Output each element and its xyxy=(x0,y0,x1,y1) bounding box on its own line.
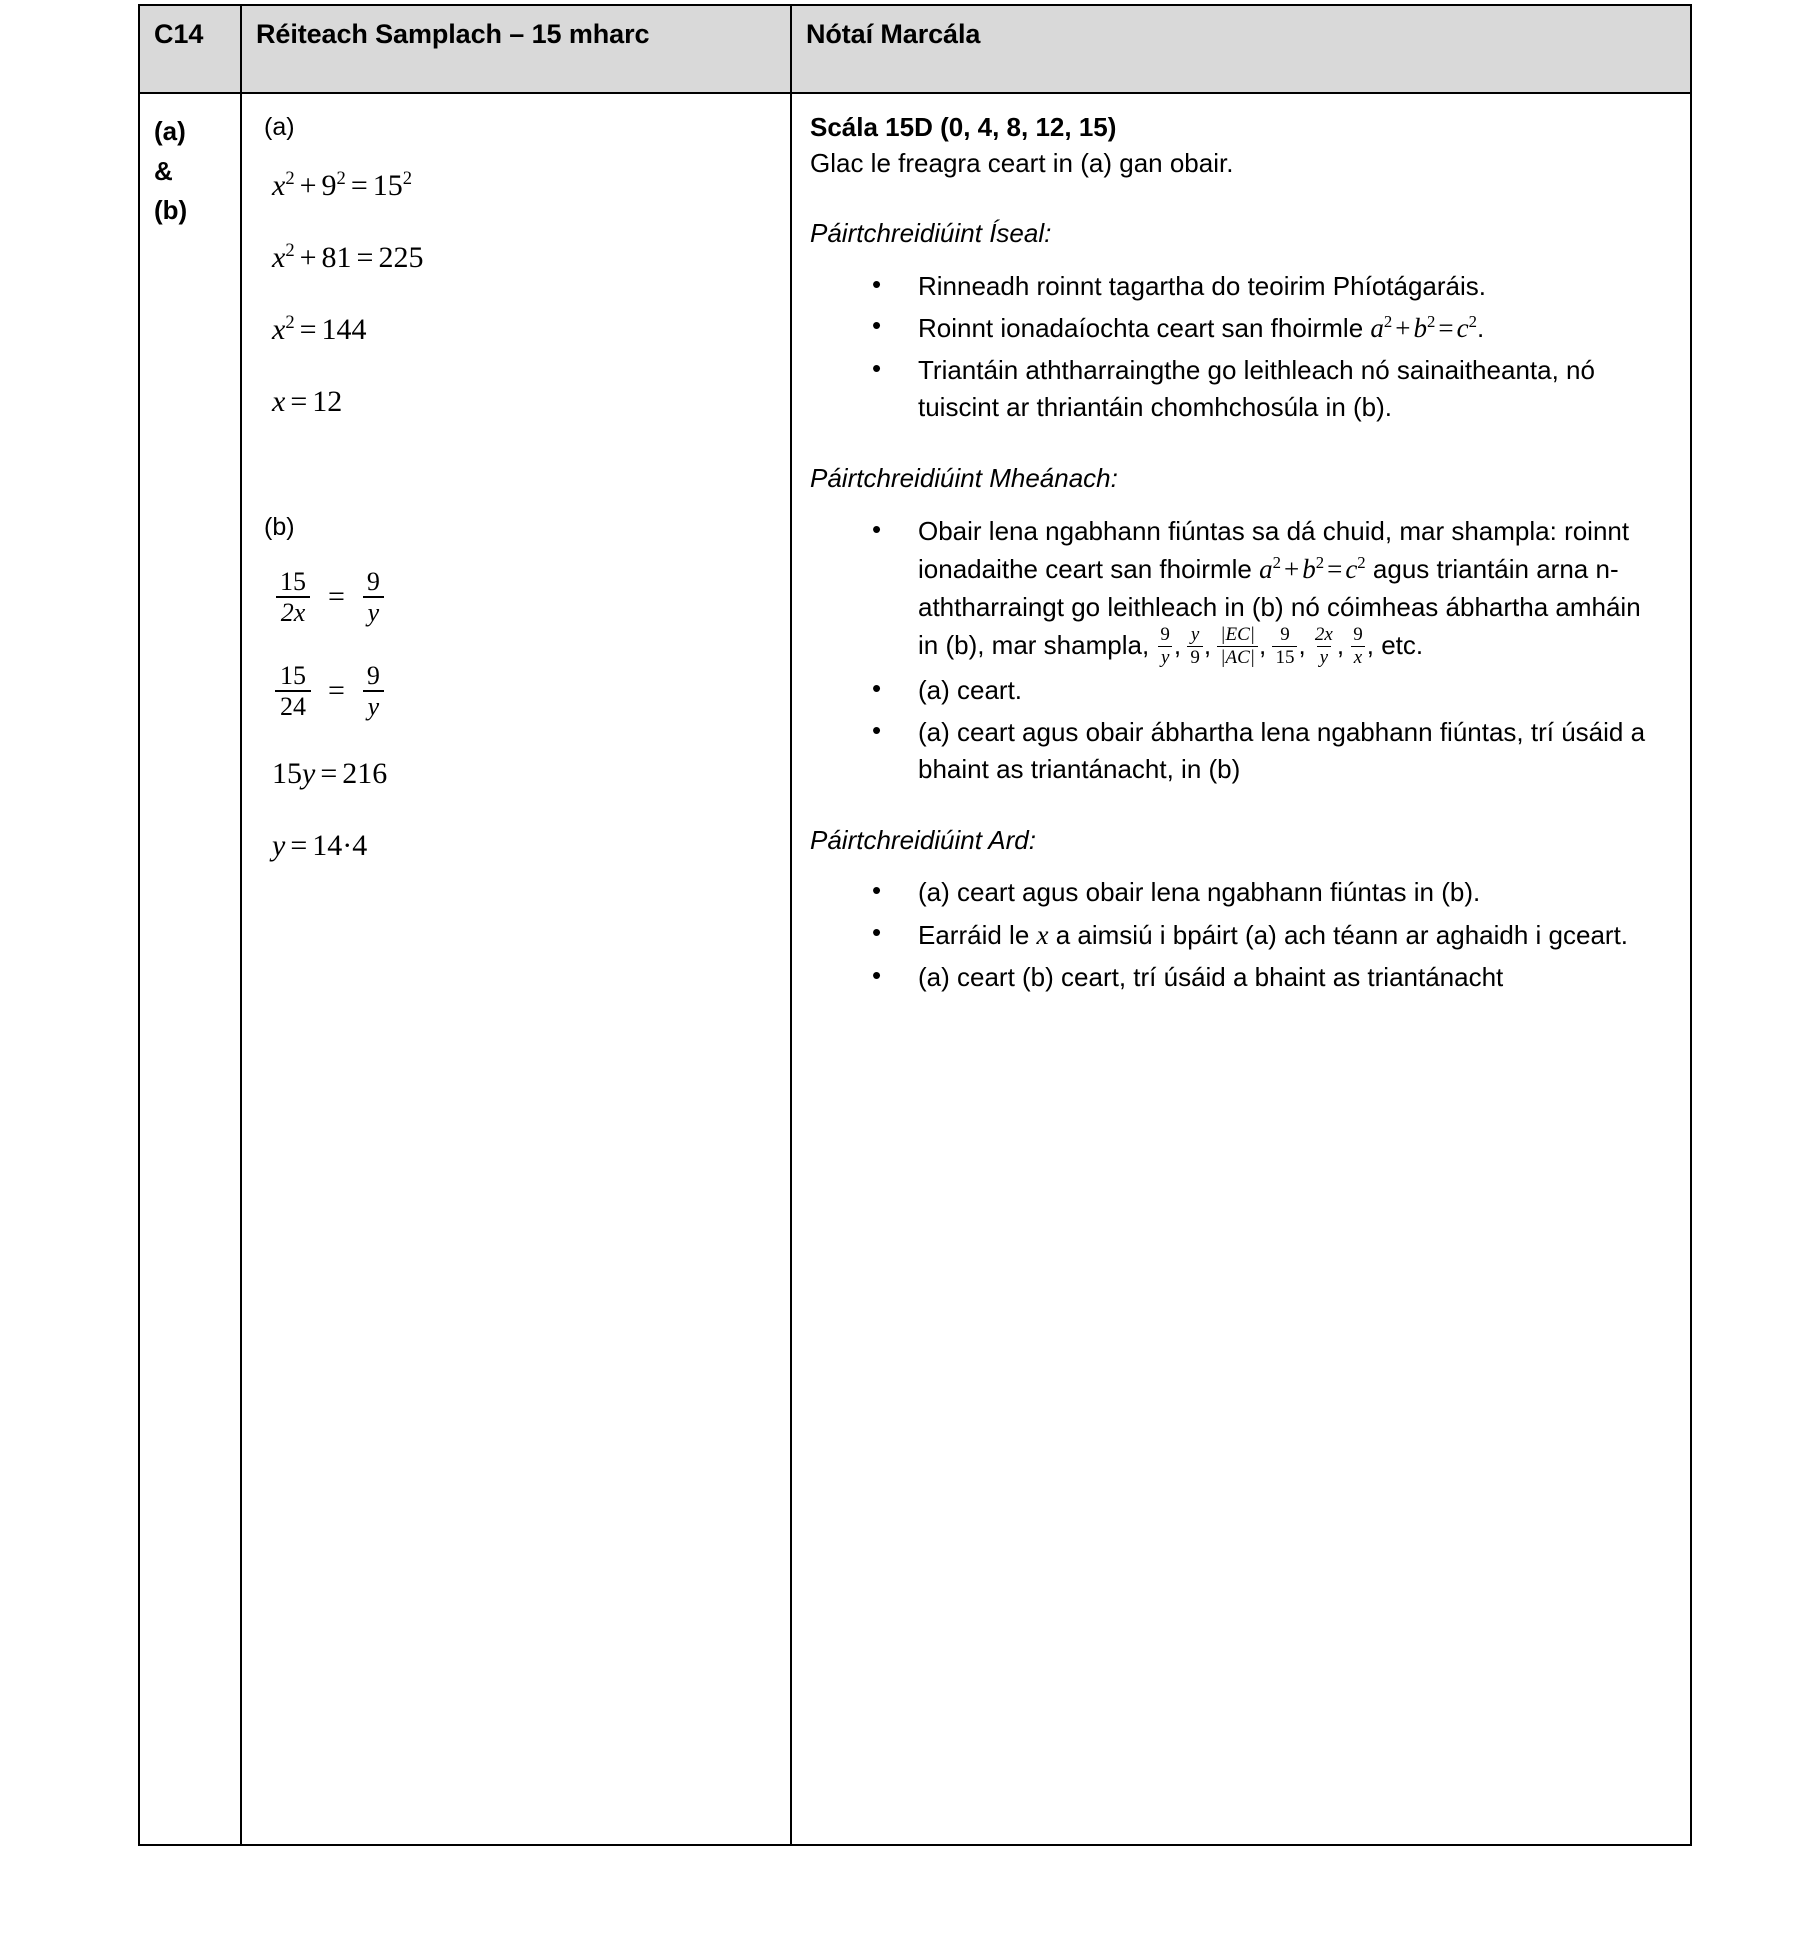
eq-a4-equals: = xyxy=(290,385,308,418)
solution-part-b-label: (b) xyxy=(264,513,295,541)
math-b-exp: 2 xyxy=(1426,312,1436,332)
solution-part-a-label: (a) xyxy=(264,113,295,141)
math-a: a xyxy=(1259,554,1273,585)
reference-labels xyxy=(140,94,240,231)
equation-a-1 xyxy=(272,168,790,204)
inline-math-variable-x: x xyxy=(1036,919,1049,950)
eq-a4-12: 12 xyxy=(312,385,343,418)
fraction-b2-left xyxy=(275,662,311,720)
low-item-1-text: Rinneadh roinnt tagartha do teoirim Phíotágaráis. xyxy=(918,270,1487,301)
math-b-exp: 2 xyxy=(1315,553,1325,573)
comma-6: , xyxy=(1366,630,1382,661)
list-item xyxy=(872,714,1664,789)
equation-b-2 xyxy=(272,662,790,720)
eq-b4-value: 14·4 xyxy=(312,829,368,863)
list-item xyxy=(872,874,1664,911)
heading-high-partial-credit: Páirtchreidiúint Ard: xyxy=(810,824,1036,855)
ratio-fraction-9-over-y xyxy=(1157,625,1173,667)
mid-item-3-text: (a) ceart agus obair ábhartha lena ngabhann fiúntas, trí úsáid a bhaint as triantánacht, in (b) xyxy=(918,716,1646,785)
list-item xyxy=(872,959,1664,996)
ratio-denominator: y xyxy=(1317,646,1331,667)
solution-body xyxy=(242,94,790,864)
header-cell-notes xyxy=(791,5,1691,93)
math-a: a xyxy=(1370,313,1384,344)
eq-a1-plus: + xyxy=(299,169,317,202)
comma-1: , xyxy=(1173,630,1187,661)
eq-a2-81: 81 xyxy=(321,241,352,274)
equation-b1-equals: = xyxy=(328,580,345,614)
fraction-b2-right-denominator: y xyxy=(363,690,385,720)
mid-item-1-suffix: etc. xyxy=(1381,630,1424,661)
reference-line-amp: & xyxy=(154,155,173,186)
scale-note: Glac le freagra ceart in (a) gan obair. xyxy=(810,147,1234,178)
list-item xyxy=(872,513,1664,669)
heading-low-partial-credit: Páirtchreidiúint Íseal: xyxy=(810,217,1052,248)
eq-a1-x: x xyxy=(272,169,286,202)
eq-a1-nine: 9 xyxy=(321,169,337,202)
eq-a2-exp: 2 xyxy=(285,240,295,261)
ratio-numerator: 9 xyxy=(1280,624,1290,646)
eq-a3-x: x xyxy=(272,313,286,346)
math-a-exp: 2 xyxy=(1272,553,1281,573)
fraction-b2-right-numerator: 9 xyxy=(366,661,380,691)
equation-a-2 xyxy=(272,240,790,276)
eq-a1-equals: = xyxy=(350,169,368,202)
cell-reference xyxy=(139,93,241,1845)
mid-item-1-prefix: Obair lena ngabhann fiúntas sa dá chuid, mar shampla: roinnt ionadaithe ceart san fhoirmle xyxy=(918,515,1630,585)
fraction-b2-right xyxy=(362,662,385,720)
equation-b2-equals: = xyxy=(328,674,345,708)
reference-line-b: (b) xyxy=(154,195,188,226)
eq-a2-plus: + xyxy=(299,241,317,274)
eq-a3-equals: = xyxy=(299,313,317,346)
eq-a2-225: 225 xyxy=(378,241,424,274)
ratio-denominator: 15 xyxy=(1272,646,1297,667)
cell-solution xyxy=(241,93,791,1845)
ratio-numerator: 9 xyxy=(1353,624,1363,646)
ratio-denominator: |AC| xyxy=(1217,646,1258,667)
mid-partial-credit-list xyxy=(810,513,1664,789)
eq-b3-216: 216 xyxy=(342,757,388,791)
math-c: c xyxy=(1456,313,1469,344)
math-plus: + xyxy=(1395,313,1411,344)
high-item-3-text: (a) ceart (b) ceart, trí úsáid a bhaint as triantánacht xyxy=(918,961,1504,992)
eq-b3-equals: = xyxy=(320,757,338,791)
eq-a1-exp3: 2 xyxy=(402,168,413,189)
list-item xyxy=(872,916,1664,955)
math-b: b xyxy=(1413,313,1427,344)
ratio-numerator: y xyxy=(1190,624,1200,646)
table-body-row xyxy=(139,93,1691,1845)
ratio-denominator: y xyxy=(1158,646,1172,667)
fraction-b1-left-denominator: 2x xyxy=(276,596,311,626)
heading-mid-partial-credit: Páirtchreidiúint Mheánach: xyxy=(810,462,1118,493)
eq-b3-y: y xyxy=(302,757,316,791)
eq-a4-x: x xyxy=(272,385,286,418)
low-item-2-suffix: . xyxy=(1476,313,1485,344)
math-a-exp: 2 xyxy=(1383,312,1393,332)
ratio-numerator: |EC| xyxy=(1220,624,1256,646)
ratio-fraction-9-over-15 xyxy=(1272,625,1297,667)
comma-3: , xyxy=(1259,630,1272,661)
fraction-b1-left-numerator: 15 xyxy=(280,567,306,596)
inline-math-pythagoras xyxy=(1259,554,1366,584)
inline-math-pythagoras xyxy=(1370,313,1477,343)
marking-scheme-table xyxy=(138,4,1692,1846)
eq-a1-exp1: 2 xyxy=(285,168,295,189)
list-item xyxy=(872,268,1664,305)
eq-a3-exp: 2 xyxy=(285,312,295,333)
high-item-2-prefix: Earráid le xyxy=(918,919,1037,950)
low-item-2-text: Roinnt ionadaíochta ceart san fhoirmle xyxy=(918,313,1371,344)
comma-5: , xyxy=(1336,630,1350,661)
header-label-reference: C14 xyxy=(154,19,204,49)
ratio-numerator: 2x xyxy=(1314,624,1333,646)
list-item xyxy=(872,352,1664,427)
header-cell-solution xyxy=(241,5,791,93)
scale-title: Scála 15D (0, 4, 8, 12, 15) xyxy=(810,112,1117,142)
ratio-fraction-2x-over-y xyxy=(1312,625,1336,667)
fraction-b2-left-denominator: 24 xyxy=(275,690,311,720)
high-item-1-text: (a) ceart agus obair lena ngabhann fiúntas in (b). xyxy=(918,877,1481,908)
equation-b-3 xyxy=(272,756,790,792)
math-equals: = xyxy=(1327,554,1343,585)
ratio-denominator: x xyxy=(1351,646,1365,667)
math-c: c xyxy=(1345,554,1358,585)
eq-b4-y: y xyxy=(272,829,286,863)
list-item xyxy=(872,309,1664,348)
math-plus: + xyxy=(1283,554,1300,585)
low-item-3-text: Triantáin aththarraingthe go leithleach nó sainaitheanta, nó tuiscint ar thriantáin chomhchosúla in (b). xyxy=(918,354,1595,423)
header-label-solution: Réiteach Samplach – 15 mharc xyxy=(256,19,650,49)
reference-line-a: (a) xyxy=(154,116,186,146)
math-equals: = xyxy=(1438,313,1454,344)
eq-a2-equals: = xyxy=(356,241,374,274)
high-item-2-suffix: a aimsiú i bpáirt (a) ach téann ar aghaidh i gceart. xyxy=(1048,919,1629,950)
eq-a1-fifteen: 15 xyxy=(372,169,403,202)
fraction-b1-left xyxy=(275,568,311,626)
comma-4: , xyxy=(1298,630,1311,661)
comma-2: , xyxy=(1203,630,1217,661)
eq-b4-equals: = xyxy=(290,829,308,863)
low-partial-credit-list xyxy=(810,268,1664,427)
eq-a1-exp2: 2 xyxy=(336,168,346,189)
fraction-b1-right-denominator: y xyxy=(363,596,385,626)
equation-a-4 xyxy=(272,384,790,420)
table-header-row xyxy=(139,5,1691,93)
mid-item-1-middle: agus triantáin arna n-aththarraingt go leithleach in (b) nó cóimheas ábhartha amháin in (b), mar shampla, xyxy=(918,554,1641,661)
fraction-b1-right xyxy=(362,568,385,626)
eq-a2-x: x xyxy=(272,241,286,274)
equation-b-4 xyxy=(272,828,790,864)
ratio-fraction-ec-over-ac xyxy=(1217,625,1258,667)
list-item xyxy=(872,672,1664,709)
equation-a-3 xyxy=(272,312,790,348)
fraction-b1-right-numerator: 9 xyxy=(366,567,380,596)
math-c-exp: 2 xyxy=(1357,553,1366,573)
ratio-fraction-9-over-x xyxy=(1350,625,1366,667)
marking-notes-body xyxy=(792,94,1690,996)
eq-b3-15: 15 xyxy=(272,757,302,791)
ratio-denominator: 9 xyxy=(1187,646,1203,667)
header-cell-reference xyxy=(139,5,241,93)
fraction-b2-left-numerator: 15 xyxy=(280,661,306,691)
math-c-exp: 2 xyxy=(1468,312,1477,332)
header-label-notes: Nótaí Marcála xyxy=(806,19,981,49)
equation-b-1 xyxy=(272,568,790,626)
mid-item-2-text: (a) ceart. xyxy=(918,675,1023,706)
cell-marking-notes xyxy=(791,93,1691,1845)
eq-a3-144: 144 xyxy=(321,313,367,346)
ratio-numerator: 9 xyxy=(1160,624,1170,646)
math-b: b xyxy=(1302,554,1316,585)
ratio-fraction-y-over-9 xyxy=(1187,625,1203,667)
high-partial-credit-list xyxy=(810,874,1664,996)
